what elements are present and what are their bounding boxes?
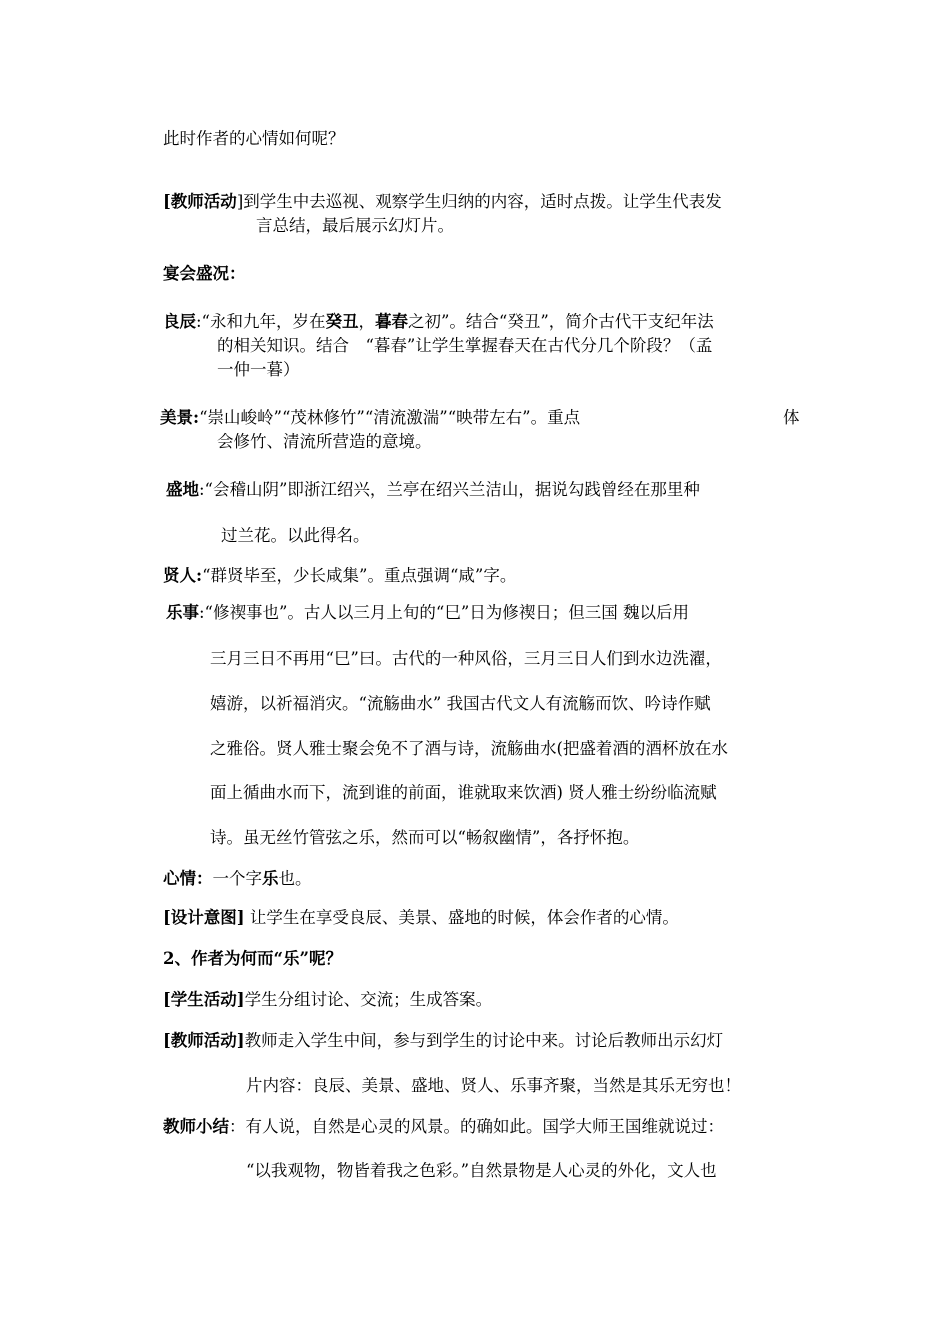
design-intent-label: [设计意图] xyxy=(163,908,245,927)
teacher-activity-2-line-2: 片内容：良辰、美景、盛地、贤人、乐事齐聚，当然是其乐无穷也！ xyxy=(246,1076,741,1095)
shengdi-text: :“会稽山阴”即浙江绍兴，兰亭在绍兴兰洁山，据说勾践曾经在那里种 xyxy=(199,480,700,499)
liangchen-muchun: 暮春 xyxy=(375,312,408,331)
leshi-line-4: 之雅俗。贤人雅士聚会免不了酒与诗，流觞曲水(把盛着酒的酒杯放在水 xyxy=(210,739,728,758)
shengdi-line-1 xyxy=(166,479,700,501)
xianren-label: 贤人: xyxy=(163,566,203,585)
teacher-activity-2-line-1 xyxy=(163,1030,723,1052)
teacher-activity-1-line-1 xyxy=(163,191,722,213)
teacher-activity-2-text: 教师走入学生中间，参与到学生的讨论中来。讨论后教师出示幻灯 xyxy=(244,1031,724,1050)
meijing-line-1-end: 体 xyxy=(783,408,800,427)
xinqing-le: 乐 xyxy=(262,869,279,888)
student-activity-line xyxy=(163,989,492,1011)
meijing-label: 美景: xyxy=(160,408,200,427)
teacher-activity-text: ]到学生中去巡视、观察学生归纳的内容，适时点拨。让学生代表发 xyxy=(236,192,722,211)
xianren-line xyxy=(163,565,516,587)
leshi-label: 乐事 xyxy=(166,603,199,622)
teacher-summary-line-1 xyxy=(163,1116,724,1138)
liangchen-guichou: 癸丑 xyxy=(325,312,359,331)
shengdi-label: 盛地 xyxy=(166,480,199,499)
student-activity-label: [学生活动] xyxy=(163,990,245,1009)
teacher-activity-label: [教师活动 xyxy=(163,192,237,211)
liangchen-comma: ， xyxy=(358,312,375,331)
question-line: 此时作者的心情如何呢？ xyxy=(163,129,345,148)
design-intent-text: 让学生在享受良辰、美景、盛地的时候，体会作者的心情。 xyxy=(244,908,679,927)
meijing-line-2: 会修竹、清流所营造的意境。 xyxy=(217,432,432,451)
liangchen-line-3: 一仲一暮） xyxy=(217,360,300,379)
leshi-line-1 xyxy=(166,602,689,624)
meijing-line-1 xyxy=(160,407,580,429)
shengdi-line-2: 过兰花。以此得名。 xyxy=(221,526,370,545)
liangchen-text-e: 之初”。结合“癸丑”，简介古代干支纪年法 xyxy=(408,312,714,331)
teacher-summary-text: ：有人说，自然是心灵的风景。的确如此。国学大师王国维就说过： xyxy=(229,1117,724,1136)
leshi-text-1: :“修禊事也”。古人以三月上旬的“巳”日为修禊日；但三国 魏以后用 xyxy=(199,603,690,622)
banquet-heading: 宴会盛况： xyxy=(163,264,246,283)
liangchen-line-2: 的相关知识。结合 “暮春”让学生掌握春天在古代分几个阶段？（孟 xyxy=(217,336,713,355)
liangchen-label: 良辰 xyxy=(163,312,196,331)
liangchen-text-a: :“永和九年，岁在 xyxy=(196,312,326,331)
liangchen-line-1 xyxy=(163,311,714,333)
xinqing-line xyxy=(163,868,312,890)
teacher-summary-label: 教师小结 xyxy=(163,1117,229,1136)
design-intent-line xyxy=(163,907,679,929)
teacher-activity-1-line-2: 言总结，最后展示幻灯片。 xyxy=(256,216,454,235)
xinqing-text-c: 也。 xyxy=(278,869,312,888)
leshi-line-6: 诗。虽无丝竹管弦之乐，然而可以“畅叙幽情”，各抒怀抱。 xyxy=(210,828,640,847)
teacher-summary-line-2: “以我观物，物皆着我之色彩。”自然景物是人心灵的外化，文人也 xyxy=(246,1161,717,1180)
xinqing-text-a: 一个字 xyxy=(212,869,262,888)
question-2: 2、作者为何而“乐”呢？ xyxy=(163,949,342,968)
xianren-text: “群贤毕至，少长咸集”。重点强调“咸”字。 xyxy=(202,566,517,585)
leshi-line-5: 面上循曲水而下，流到谁的前面，谁就取来饮酒) 贤人雅士纷纷临流赋 xyxy=(210,783,717,802)
meijing-text: “崇山峻岭”“茂林修竹”“清流激湍”“映带左右”。重点 xyxy=(199,408,581,427)
teacher-activity-2-label: [教师活动] xyxy=(163,1031,245,1050)
leshi-line-2: 三月三日不再用“巳”曰。古代的一种风俗，三月三日人们到水边洗濯， xyxy=(210,649,722,668)
leshi-line-3: 嬉游，以祈福消灾。“流觞曲水” 我国古代文人有流觞而饮、吟诗作赋 xyxy=(210,694,711,713)
xinqing-label: 心情： xyxy=(163,869,213,888)
student-activity-text: 学生分组讨论、交流；生成答案。 xyxy=(244,990,493,1009)
